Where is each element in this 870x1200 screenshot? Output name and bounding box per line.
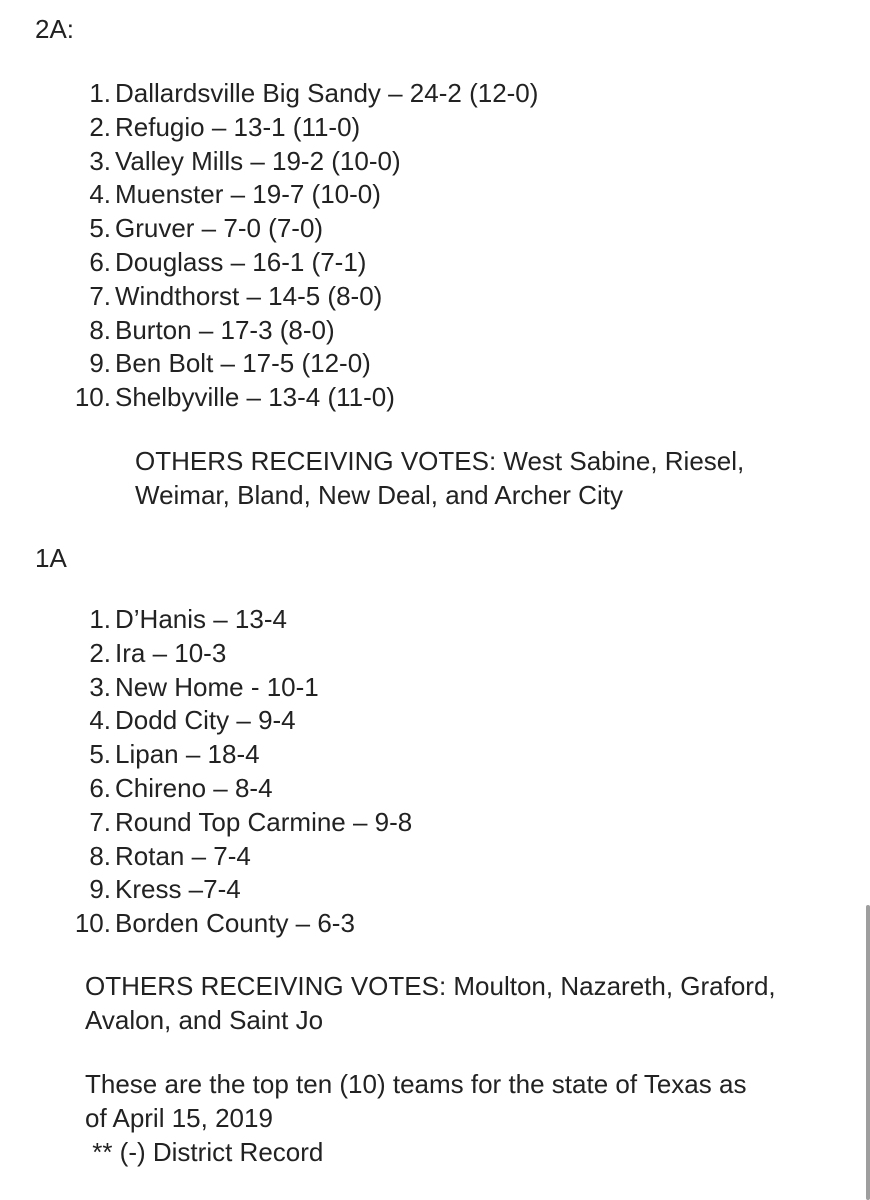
rank-entry: Rotan – 7-4 [115, 840, 251, 871]
rank-entry: Chireno – 8-4 [115, 772, 273, 803]
rank-entry: Kress –7-4 [115, 874, 241, 905]
rank-number: 3. [89, 145, 111, 176]
rank-entry: Douglass – 16-1 (7-1) [115, 246, 367, 277]
rank-number: 8. [89, 840, 111, 871]
rankings-list-1a [70, 603, 412, 941]
rank-number: 2. [89, 111, 111, 142]
others-receiving-votes-1a-line2: Avalon, and Saint Jo [85, 1005, 324, 1035]
rank-number: 1. [89, 604, 111, 634]
list-item [70, 314, 538, 348]
list-item [70, 381, 538, 415]
rank-entry: New Home - 10-1 [115, 671, 319, 702]
others-receiving-votes-1a-line1: OTHERS RECEIVING VOTES: Moulton, Nazareth, Graford, [85, 971, 776, 1001]
rank-number: 8. [89, 314, 111, 345]
footer-note-line2: of April 15, 2019 [85, 1103, 273, 1133]
list-item [70, 145, 538, 179]
list-item [70, 246, 538, 280]
list-item [70, 280, 538, 314]
rank-entry: Borden County – 6-3 [115, 908, 355, 939]
district-record-legend: ** (-) District Record [85, 1137, 324, 1167]
rank-number: 6. [89, 772, 111, 803]
list-item [70, 907, 412, 941]
list-item [70, 603, 412, 637]
rank-entry: Windthorst – 14-5 (8-0) [115, 280, 383, 311]
rank-number: 6. [89, 246, 111, 277]
rank-entry: Dodd City – 9-4 [115, 705, 296, 736]
rank-number: 10. [74, 908, 111, 939]
rank-entry: Valley Mills – 19-2 (10-0) [115, 145, 401, 176]
rank-entry: Dallardsville Big Sandy – 24-2 (12-0) [115, 78, 539, 108]
rank-number: 4. [89, 705, 111, 736]
rank-number: 3. [89, 671, 111, 702]
rank-entry: Shelbyville – 13-4 (11-0) [115, 382, 395, 413]
list-item [70, 704, 412, 738]
list-item [70, 212, 538, 246]
others-receiving-votes-2a-line2: Weimar, Bland, New Deal, and Archer City [135, 480, 623, 510]
rank-number: 5. [89, 213, 111, 244]
list-item [70, 111, 538, 145]
scrollbar[interactable] [866, 905, 870, 1200]
list-item [70, 806, 412, 840]
footer-note-line1: These are the top ten (10) teams for the state of Texas as [85, 1069, 747, 1099]
list-item [70, 738, 412, 772]
rank-number: 7. [89, 806, 111, 837]
rank-entry: Gruver – 7-0 (7-0) [115, 213, 324, 244]
rank-number: 1. [89, 78, 111, 108]
list-item [70, 77, 538, 111]
rank-entry: Round Top Carmine – 9-8 [115, 806, 413, 837]
list-item [70, 347, 538, 381]
rank-entry: D’Hanis – 13-4 [115, 604, 287, 634]
rank-number: 5. [89, 739, 111, 770]
rank-number: 4. [89, 179, 111, 210]
rank-entry: Ira – 10-3 [115, 637, 227, 668]
rank-number: 2. [89, 637, 111, 668]
rank-entry: Muenster – 19-7 (10-0) [115, 179, 381, 210]
rank-number: 9. [89, 874, 111, 905]
list-item [70, 178, 538, 212]
rank-entry: Lipan – 18-4 [115, 739, 260, 770]
others-receiving-votes-2a-line1: OTHERS RECEIVING VOTES: West Sabine, Riesel, [135, 446, 745, 476]
rank-entry: Refugio – 13-1 (11-0) [115, 111, 361, 142]
list-item [70, 637, 412, 671]
section-heading-1a: 1A [35, 543, 67, 573]
rank-number: 9. [89, 348, 111, 379]
rank-entry: Ben Bolt – 17-5 (12-0) [115, 348, 371, 379]
section-heading-2a: 2A: [35, 14, 75, 44]
rank-number: 7. [89, 280, 111, 311]
rank-number: 10. [74, 382, 111, 413]
list-item [70, 840, 412, 874]
list-item [70, 772, 412, 806]
list-item [70, 873, 412, 907]
rank-entry: Burton – 17-3 (8-0) [115, 314, 335, 345]
rankings-list-2a [70, 77, 538, 415]
list-item [70, 671, 412, 705]
